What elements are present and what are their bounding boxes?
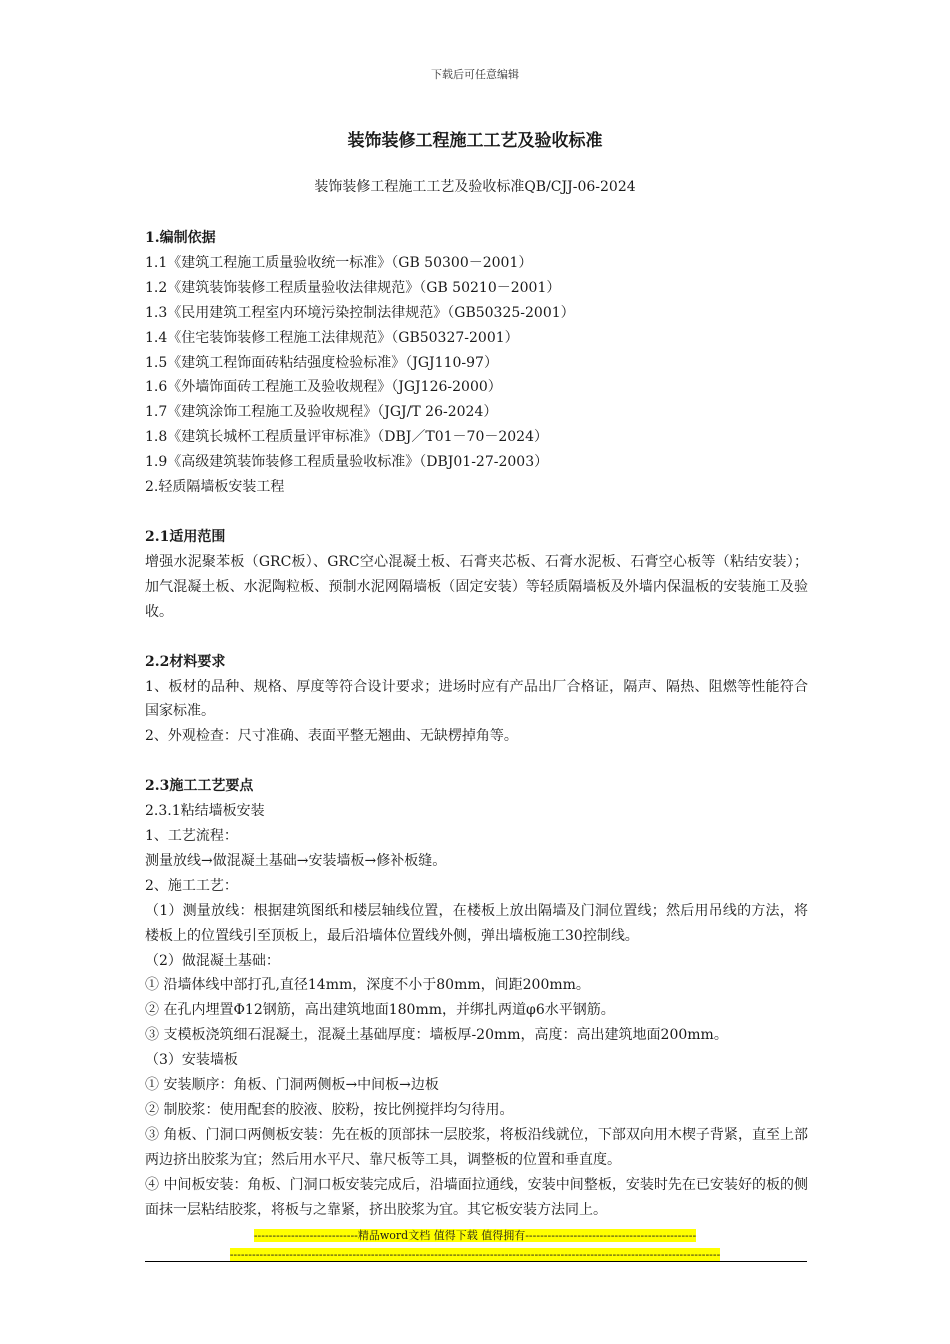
footer-line-1: ----------------------------精品word文档 值得下载 值得拥有---------------------------------------------- (253, 1229, 697, 1242)
reference-item: 1.9《高级建筑装饰装修工程质量验收标准》（DBJ01-27-2003） (145, 454, 549, 471)
process-line: （2）做混凝土基础： (145, 952, 280, 969)
reference-item: 1.4《住宅装饰装修工程施工法律规范》（GB50327-2001） (145, 329, 519, 346)
process-line: ① 沿墙体线中部打孔,直径14mm，深度不小于80mm，间距200mm。 (145, 977, 590, 994)
scope-paragraph: 增强水泥聚苯板（GRC板）、GRC空心混凝土板、石膏夹芯板、石膏水泥板、石膏空心板等（粘结安装）；加气混凝土板、水泥陶粒板、预制水泥网隔墙板（固定安装）等轻质隔墙板及外墙内保温板的安装施工及验收。 (145, 553, 808, 620)
process-line: ② 在孔内埋置Φ12钢筋，高出建筑地面180mm，并绑扎两道φ6水平钢筋。 (145, 1002, 615, 1019)
process-paragraph: ③ 角板、门洞口两侧板安装：先在板的顶部抹一层胶浆，将板沿线就位，下部双向用木楔子背紧，直至上部两边挤出胶浆为宜；然后用水平尺、靠尺板等工具，调整板的位置和垂直度。 (145, 1126, 808, 1168)
process-line: 2、施工工艺： (145, 877, 238, 894)
section-heading-2-1: 2.1适用范围 (145, 528, 226, 545)
section-heading-2-3: 2.3施工工艺要点 (145, 778, 254, 795)
document-subtitle: 装饰装修工程施工工艺及验收标准QB/CJJ-06-2024 (314, 179, 636, 195)
material-paragraph: 1、板材的品种、规格、厚度等符合设计要求；进场时应有产品出厂合格证，隔声、隔热、阻燃等性能符合国家标准。 (145, 678, 808, 720)
process-line: 测量放线→做混凝土基础→安装墙板→修补板缝。 (145, 852, 447, 869)
footer-rule (145, 1261, 807, 1262)
document-title: 装饰装修工程施工工艺及验收标准 (347, 131, 603, 151)
section-heading-1: 1.编制依据 (145, 230, 216, 246)
reference-item: 1.7《建筑涂饰工程施工及验收规程》（JGJ/T 26-2024） (145, 404, 498, 421)
reference-item: 1.3《民用建筑工程室内环境污染控制法律规范》（GB50325-2001） (145, 304, 575, 321)
footer-banner (0, 1226, 950, 1264)
reference-item: 1.2《建筑装饰装修工程质量验收法律规范》（GB 50210－2001） (145, 279, 561, 296)
process-paragraph: ④ 中间板安装：角板、门洞口板安装完成后，沿墙面拉通线，安装中间整板，安装时先在已安装好的板的侧面抹一层粘结胶浆，将板与之靠紧，挤出胶浆为宜。其它板安装方法同上。 (145, 1176, 808, 1218)
paragraph-gap (145, 500, 808, 525)
reference-item: 1.8《建筑长城杯工程质量评审标准》（DBJ／T01－70－2024） (145, 429, 548, 446)
process-line: ② 制胶浆：使用配套的胶液、胶粉，按比例搅拌均匀待用。 (145, 1102, 514, 1118)
process-line: 1、工艺流程： (145, 828, 238, 845)
subsection-title: 2.3.1粘结墙板安装 (145, 803, 265, 820)
paragraph-gap (145, 749, 808, 774)
reference-item: 1.1《建筑工程施工质量验收统一标准》（GB 50300－2001） (145, 254, 533, 271)
document-body (145, 226, 808, 1223)
section-heading-2-2: 2.2材料要求 (145, 653, 226, 670)
section-line: 2.轻质隔墙板安装工程 (145, 479, 285, 496)
process-line: （3）安装墙板 (145, 1052, 238, 1069)
process-line: ① 安装顺序：角板、门洞两侧板→中间板→边板 (145, 1077, 439, 1094)
reference-item: 1.5《建筑工程饰面砖粘结强度检验标准》（JGJ110-97） (145, 354, 498, 371)
paragraph-gap (145, 625, 808, 650)
material-line: 2、外观检查：尺寸准确、表面平整无翘曲、无缺楞掉角等。 (145, 728, 518, 745)
footer-line-2: ------------------------------------------------------------------------------------------------------------------------------------ (229, 1248, 721, 1261)
header-note: 下载后可任意编辑 (431, 68, 519, 81)
process-line: ③ 支模板浇筑细石混凝土，混凝土基础厚度：墙板厚-20mm，高度：高出建筑地面200mm。 (145, 1027, 728, 1044)
reference-item: 1.6《外墙饰面砖工程施工及验收规程》（JGJ126-2000） (145, 379, 502, 396)
process-paragraph: （1）测量放线：根据建筑图纸和楼层轴线位置，在楼板上放出隔墙及门洞位置线；然后用吊线的方法，将楼板上的位置线引至顶板上，最后沿墙体位置线外侧，弹出墙板施工30控制线。 (145, 902, 808, 944)
